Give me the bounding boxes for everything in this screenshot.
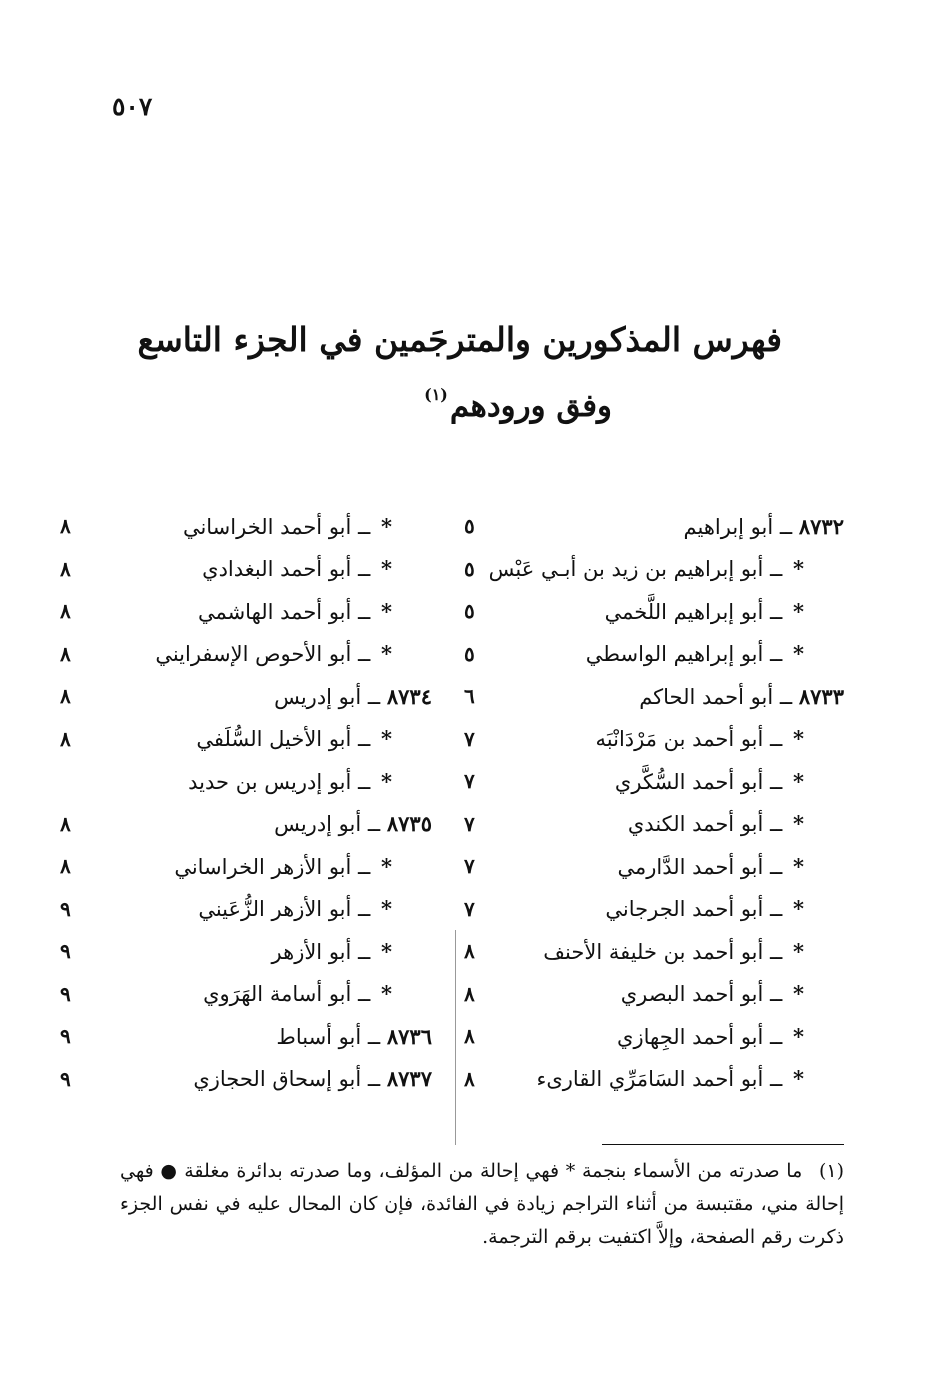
entry-text: أبو أحمد البغدادي	[202, 557, 352, 582]
entry-name: * ــ أبو الأخيل السُّلَفي	[196, 726, 392, 752]
entry-page-ref: ٨	[60, 641, 71, 666]
asterisk-marker: *	[381, 938, 392, 964]
entry-name: * ــ أبو إبراهيم اللَّخمي	[604, 598, 804, 624]
entry-name: * ــ أبو الأزهر	[271, 938, 392, 964]
entry-text: أبو الأزهر الزُّعَيني	[198, 897, 352, 922]
index-entry	[464, 1058, 844, 1101]
entry-name: * ــ أبو أحمد الجرجاني	[605, 896, 804, 922]
footnote	[120, 1155, 844, 1254]
entry-name: * ــ أبو أحمد السُّكَّري	[614, 768, 804, 794]
asterisk-marker: *	[381, 598, 392, 624]
entry-name: * ــ أبو أسامة الهَرَوي	[203, 981, 392, 1007]
index-entry	[60, 760, 432, 803]
column-divider	[455, 930, 456, 1145]
entry-page-ref: ٩	[60, 1066, 71, 1091]
asterisk-marker: *	[793, 726, 804, 752]
entry-text: أبو الأحوص الإسفرايني	[155, 642, 352, 667]
entry-number: ٨٧٣٤	[386, 683, 432, 709]
entry-page-ref: ٨	[60, 726, 71, 751]
index-entry	[60, 930, 432, 973]
index-entry	[464, 930, 844, 973]
index-entry	[60, 718, 432, 761]
index-entry	[464, 633, 844, 676]
asterisk-marker: *	[793, 981, 804, 1007]
entry-name: * ــ أبو أحمد بن خليفة الأحنف	[543, 938, 804, 964]
entry-name: ٨٧٣٤ ــ أبو إدريس	[274, 683, 432, 709]
index-entry	[464, 718, 844, 761]
entry-name: * ــ أبو إبراهيم بن زيد بن أبـي عَبْس	[488, 556, 804, 582]
entry-text: أبو أحمد الجِهازي	[617, 1024, 764, 1049]
entry-number: ٨٧٣٥	[386, 811, 432, 837]
asterisk-marker: *	[793, 1066, 804, 1092]
index-title	[137, 312, 782, 433]
index-entry	[464, 973, 844, 1016]
entry-text: أبو إدريس	[274, 812, 362, 837]
entry-page-ref: ٨	[60, 556, 71, 581]
entry-name: ٨٧٣٥ ــ أبو إدريس	[274, 811, 432, 837]
asterisk-marker: *	[381, 768, 392, 794]
entry-text: أبو إبراهيم اللَّخمي	[604, 599, 764, 624]
entry-name: * ــ أبو أحمد الخراساني	[182, 513, 392, 539]
entry-name: * ــ أبو أحمد البصري	[620, 981, 804, 1007]
index-entry	[464, 505, 844, 548]
index-entry	[464, 845, 844, 888]
entry-page-ref: ٨	[464, 981, 475, 1006]
entry-name: * ــ أبو أحمد البغدادي	[202, 556, 392, 582]
entry-text: أبو أسامة الهَرَوي	[203, 982, 352, 1007]
entry-name: * ــ أبو الأزهر الخراساني	[174, 853, 392, 879]
entry-page-ref: ٨	[60, 811, 71, 836]
entry-page-ref: ٨	[60, 684, 71, 709]
entry-text: أبو إبراهيم الواسطي	[585, 642, 764, 667]
title-line-1: فهرس المذكورين والمترجَمين في الجزء التاسع	[137, 320, 782, 359]
entry-text: أبو الأزهر الخراساني	[174, 854, 352, 879]
asterisk-marker: *	[793, 556, 804, 582]
entry-page-ref: ٥	[464, 556, 475, 581]
index-column-right	[464, 505, 844, 1100]
index-entry	[60, 845, 432, 888]
entry-name: * ــ أبو إدريس بن حديد	[188, 768, 392, 794]
entry-page-ref: ٨	[464, 1024, 475, 1049]
entry-text: أبو أحمد الهاشمي	[197, 599, 352, 624]
entry-page-ref: ٧	[464, 811, 475, 836]
entry-name: * ــ أبو أحمد الجِهازي	[617, 1023, 804, 1049]
asterisk-marker: *	[381, 726, 392, 752]
entry-page-ref: ٩	[60, 981, 71, 1006]
entry-number: ٨٧٣٦	[386, 1023, 432, 1049]
entry-page-ref: ٦	[464, 684, 475, 709]
index-entry	[60, 1015, 432, 1058]
entry-page-ref: ٥	[464, 641, 475, 666]
entry-text: أبو أحمد بن خليفة الأحنف	[543, 939, 764, 964]
index-entry	[60, 505, 432, 548]
entry-page-ref: ٧	[464, 769, 475, 794]
title-line-2	[150, 368, 782, 433]
entry-text: أبو أحمد الجرجاني	[605, 897, 764, 922]
entry-text: أبو أحمد الخراساني	[182, 514, 352, 539]
entry-name: * ــ أبو الأحوص الإسفرايني	[155, 641, 392, 667]
asterisk-marker: *	[793, 1023, 804, 1049]
entry-text: أبو أحمد السَامَرِّي القارىء	[536, 1067, 764, 1092]
index-entry	[60, 548, 432, 591]
entry-number: ٨٧٣٢	[798, 513, 844, 539]
asterisk-marker: *	[793, 641, 804, 667]
entry-text: أبو إبراهيم بن زيد بن أبـي عَبْس	[488, 557, 764, 582]
entry-text: أبو أحمد السُّكَّري	[614, 769, 764, 794]
entry-page-ref: ٧	[464, 726, 475, 751]
entry-name: ٨٧٣٢ ــ أبو إبراهيم	[683, 513, 844, 539]
entry-text: أبو أسباط	[276, 1024, 362, 1049]
entry-page-ref: ٨	[464, 939, 475, 964]
entry-page-ref: ٩	[60, 896, 71, 921]
entry-name: * ــ أبو إبراهيم الواسطي	[585, 641, 804, 667]
asterisk-marker: *	[793, 938, 804, 964]
entry-page-ref: ٩	[60, 1024, 71, 1049]
asterisk-marker: *	[381, 896, 392, 922]
entry-name: * ــ أبو الأزهر الزُّعَيني	[198, 896, 392, 922]
entry-number: ٨٧٣٣	[798, 683, 844, 709]
index-entry	[60, 1058, 432, 1101]
entry-text: أبو إدريس	[274, 684, 362, 709]
entry-page-ref: ٥	[464, 514, 475, 539]
index-entry	[464, 590, 844, 633]
index-entry	[60, 675, 432, 718]
entry-page-ref: ٨	[60, 854, 71, 879]
entry-text: أبو إسحاق الحجازي	[193, 1067, 362, 1092]
title-footnote-ref: (١)	[424, 385, 448, 404]
footnote-text: ما صدرته من الأسماء بنجمة * فهي إحالة من المؤلف، وما صدرته بدائرة مغلقة ● فهي إحالة مني، مقتبسة من أثناء التراجم زيادة في الفائدة، فإن كان المحال عليه في نفس الجزء ذكرت رقم الصفحة، وإلاَّ اكتفيت برقم الترجمة.	[120, 1160, 844, 1248]
entry-page-ref: ٨	[464, 1066, 475, 1091]
asterisk-marker: *	[381, 641, 392, 667]
asterisk-marker: *	[381, 556, 392, 582]
entry-name: ٨٧٣٦ ــ أبو أسباط	[276, 1023, 432, 1049]
index-entry	[60, 590, 432, 633]
entry-text: أبو إدريس بن حديد	[188, 769, 352, 794]
entry-page-ref: ٧	[464, 854, 475, 879]
entry-name: * ــ أبو أحمد الدَّارمي	[617, 853, 804, 879]
index-entry	[464, 548, 844, 591]
entry-name: ٨٧٣٣ ــ أبو أحمد الحاكم	[639, 683, 844, 709]
footnote-mark: (١)	[818, 1160, 844, 1182]
entry-text: أبو أحمد بن مَرْدَانْبَه	[595, 727, 764, 752]
index-entry	[464, 888, 844, 931]
index-entry	[60, 633, 432, 676]
entry-name: * ــ أبو أحمد بن مَرْدَانْبَه	[595, 726, 804, 752]
entry-page-ref: ٧	[464, 896, 475, 921]
title-line-2-text: وفق ورودهم	[449, 388, 612, 424]
entry-text: أبو إبراهيم	[683, 514, 774, 539]
entry-text: أبو الأخيل السُّلَفي	[196, 727, 352, 752]
asterisk-marker: *	[793, 768, 804, 794]
entry-text: أبو الأزهر	[271, 939, 352, 964]
asterisk-marker: *	[381, 981, 392, 1007]
entry-text: أبو أحمد الدَّارمي	[617, 854, 764, 879]
index-entry	[464, 675, 844, 718]
index-entry	[464, 1015, 844, 1058]
index-entry	[60, 973, 432, 1016]
entry-number: ٨٧٣٧	[386, 1066, 432, 1092]
index-entry	[464, 760, 844, 803]
entry-name: * ــ أبو أحمد السَامَرِّي القارىء	[536, 1066, 804, 1092]
entry-page-ref: ٩	[60, 939, 71, 964]
entry-name: * ــ أبو أحمد الهاشمي	[197, 598, 392, 624]
entry-page-ref: ٨	[60, 514, 71, 539]
entry-page-ref: ٥	[464, 599, 475, 624]
entry-text: أبو أحمد الكندي	[627, 812, 764, 837]
entry-text: أبو أحمد البصري	[620, 982, 764, 1007]
footnote-rule	[602, 1144, 844, 1145]
asterisk-marker: *	[793, 598, 804, 624]
entry-name: * ــ أبو أحمد الكندي	[627, 811, 804, 837]
page-number: ٥٠٧	[112, 92, 153, 121]
asterisk-marker: *	[793, 811, 804, 837]
asterisk-marker: *	[793, 896, 804, 922]
asterisk-marker: *	[381, 513, 392, 539]
index-entry	[60, 803, 432, 846]
entry-text: أبو أحمد الحاكم	[639, 684, 774, 709]
entry-page-ref: ٨	[60, 599, 71, 624]
asterisk-marker: *	[793, 853, 804, 879]
entry-name: ٨٧٣٧ ــ أبو إسحاق الحجازي	[193, 1066, 432, 1092]
index-entry	[464, 803, 844, 846]
index-entry	[60, 888, 432, 931]
asterisk-marker: *	[381, 853, 392, 879]
index-column-left	[60, 505, 432, 1100]
